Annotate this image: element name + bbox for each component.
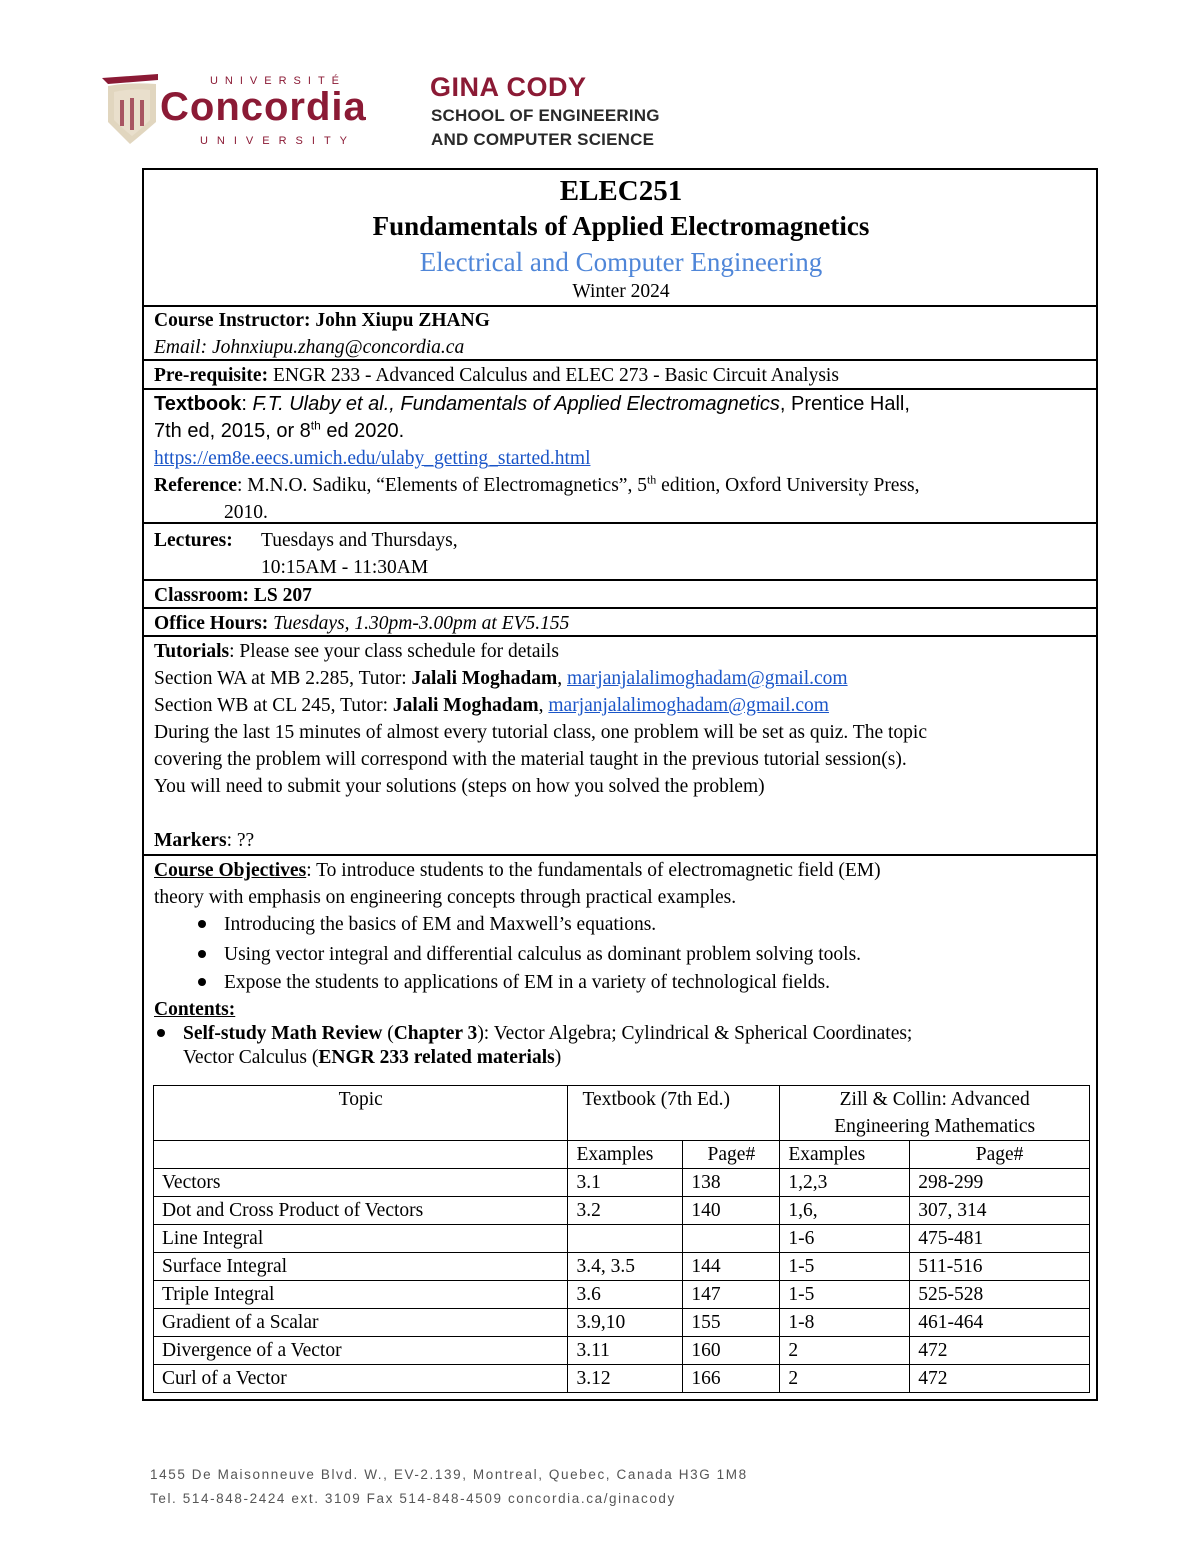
review-line2-b: ) [554,1047,562,1068]
cell-tb-page: 138 [683,1169,780,1197]
textbook-line-1 [154,391,910,418]
lectures-days: Tuesdays and Thursdays, [261,530,458,551]
table-row [154,1253,1090,1281]
table-row [154,1281,1090,1309]
school-line-1: SCHOOL OF ENGINEERING [431,106,660,125]
cell-z-page: 298-299 [910,1169,1090,1197]
cell-z-examples: 2 [780,1365,910,1393]
table-row [154,1337,1090,1365]
header-zill [780,1086,1090,1141]
cell-z-page: 475-481 [910,1225,1090,1253]
contents-label: Contents: [154,999,236,1020]
subheader-examples: Examples [568,1141,683,1169]
contents-review-line-2 [183,1044,561,1071]
objectives-line-2: theory with emphasis on engineering concepts through practical examples. [154,887,737,908]
cell-z-examples: 1-8 [780,1309,910,1337]
cell-tb-examples [568,1225,683,1253]
department: Electrical and Computer Engineering [419,247,823,277]
tutorials-line [154,638,559,665]
footer-address: 1455 De Maisonneuve Blvd. W., EV-2.139, Montreal, Quebec, Canada H3G 1M8 [150,1467,748,1482]
classroom: Classroom: LS 207 [154,585,312,606]
tutorials-label: Tutorials [154,641,230,662]
bullet-dot [157,1029,165,1037]
subheader-empty [154,1141,568,1169]
cell-topic: Dot and Cross Product of Vectors [154,1197,568,1225]
cell-z-page: 307, 314 [910,1197,1090,1225]
cell-tb-page: 155 [683,1309,780,1337]
cell-topic: Line Integral [154,1225,568,1253]
footer-contact: Tel. 514-848-2424 ext. 3109 Fax 514-848-4509 concordia.ca/ginacody [150,1491,676,1506]
term: Winter 2024 [572,281,670,302]
textbook-colon: : [241,393,253,415]
section-wb-email[interactable]: marjanjalalimoghadam@gmail.com [548,695,829,716]
cell-topic: Triple Integral [154,1281,568,1309]
objective-bullet-2: Using vector integral and differential calculus as dominant problem solving tools. [224,944,862,965]
table-row [154,1197,1090,1225]
school-title: GINA CODY [430,72,587,102]
textbook-editions-b: ed 2020. [320,420,405,442]
reference-text-a: : M.N.O. Sadiku, “Elements of Electromagnetics”, 5 [237,475,647,496]
contents-review-line-1 [183,1020,912,1047]
cell-z-page: 472 [910,1337,1090,1365]
section-wb-prefix: Section WB at CL 245, Tutor: [154,695,393,716]
logo-bottom-text: UNIVERSITY [199,135,357,147]
cell-z-examples: 1,2,3 [780,1169,910,1197]
cell-tb-examples: 3.6 [568,1281,683,1309]
cell-topic: Curl of a Vector [154,1365,568,1393]
office-hours-text: Tuesdays, 1.30pm-3.00pm at EV5.155 [268,613,570,634]
table-row [154,1365,1090,1393]
cell-z-examples: 1-5 [780,1253,910,1281]
cell-tb-page: 144 [683,1253,780,1281]
reference-text-b: edition, Oxford University Press, [656,475,920,496]
textbook-url-link[interactable]: https://em8e.eecs.umich.edu/ulaby_getting_started.html [154,448,591,469]
table-header-row [154,1086,1090,1141]
topic-table [153,1085,1090,1393]
review-paren-open: ( [382,1023,394,1044]
table-row [154,1309,1090,1337]
reference-line [154,472,920,499]
title-block [144,170,1098,304]
markers-line [154,827,254,854]
cell-tb-page: 147 [683,1281,780,1309]
textbook-editions-sup: th [310,418,321,433]
course-name: Fundamentals of Applied Electromagnetics [372,211,870,241]
instructor-label: Course Instructor: John Xiupu ZHANG [154,310,490,331]
prereq-label: Pre-requisite: [154,365,269,386]
header-zill-line-1: Zill & Collin: Advanced [839,1089,1030,1110]
table-row [154,1225,1090,1253]
section-wa: Section WA at MB 2.285, Tutor: Jalali Moghadam, marjanjalalimoghadam@gmail.com [154,668,848,689]
cell-topic: Vectors [154,1169,568,1197]
course-code: ELEC251 [559,175,683,207]
lectures-time: 10:15AM - 11:30AM [261,557,429,578]
subheader-zill-examples: Examples [780,1141,910,1169]
textbook-title: F.T. Ulaby et al., Fundamentals of Applied Electromagnetics [252,393,780,415]
reference-year: 2010. [224,502,268,523]
cell-z-examples: 1,6, [780,1197,910,1225]
lectures-label: Lectures: [154,530,233,551]
section-wa-email[interactable]: marjanjalalimoghadam@gmail.com [566,668,848,689]
objective-bullet-1: Introducing the basics of EM and Maxwell’s equations. [224,914,657,935]
review-line2-bold: ENGR 233 related materials [318,1047,555,1068]
reference-label: Reference [154,475,237,496]
header-topic: Topic [154,1086,568,1141]
office-hours-label: Office Hours: [154,613,269,634]
table-subheader-row [154,1141,1090,1169]
cell-tb-examples: 3.11 [568,1337,683,1365]
textbook-editions-a: 7th ed, 2015, or 8 [154,420,311,442]
header-textbook-label: Textbook (7th Ed.) [582,1089,731,1110]
cell-topic: Divergence of a Vector [154,1337,568,1365]
concordia-logo [100,70,400,150]
section-wa-prefix: Section WA at MB 2.285, Tutor: [154,668,412,689]
textbook-label: Textbook [154,393,242,415]
reference-sup: th [646,472,657,487]
cell-z-page: 472 [910,1365,1090,1393]
cell-tb-examples: 3.4, 3.5 [568,1253,683,1281]
tutorials-intro: : Please see your class schedule for details [229,641,559,662]
cell-tb-examples: 3.1 [568,1169,683,1197]
quiz-line-1: During the last 15 minutes of almost every tutorial class, one problem will be set as quiz. The topic [154,722,927,743]
cell-z-page: 461-464 [910,1309,1090,1337]
table-row [154,1169,1090,1197]
cell-z-page: 511-516 [910,1253,1090,1281]
section-wa-tutor: Jalali Moghadam [411,668,558,689]
review-topics: ): Vector Algebra; Cylindrical & Spherical Coordinates; [477,1023,913,1044]
instructor-email[interactable]: Email: Johnxiupu.zhang@concordia.ca [154,337,465,358]
school-line-2: AND COMPUTER SCIENCE [431,130,655,149]
cell-z-examples: 2 [780,1337,910,1365]
cell-z-page: 525-528 [910,1281,1090,1309]
textbook-publisher: , Prentice Hall, [779,393,910,415]
objective-bullet-3: Expose the students to applications of EM in a variety of technological fields. [224,972,830,993]
textbook-url-line [154,445,590,472]
cell-tb-page: 160 [683,1337,780,1365]
header-zill-line-2: Engineering Mathematics [834,1116,1036,1137]
review-chapter: Chapter 3 [393,1023,478,1044]
cell-tb-examples: 3.9,10 [568,1309,683,1337]
subheader-zill-page: Page# [910,1141,1090,1169]
cell-tb-examples: 3.12 [568,1365,683,1393]
markers-label: Markers [154,830,227,851]
office-hours-line [154,610,569,637]
textbook-line-2 [154,418,404,445]
cell-tb-page [683,1225,780,1253]
markers-value: : ?? [226,830,255,851]
prereq-line [154,362,839,389]
cell-z-examples: 1-5 [780,1281,910,1309]
cell-z-examples: 1-6 [780,1225,910,1253]
bullet-dot [198,920,206,928]
section-wb: Section WB at CL 245, Tutor: Jalali Moghadam, marjanjalalimoghadam@gmail.com [154,695,829,716]
header-textbook [568,1086,780,1141]
cell-topic: Gradient of a Scalar [154,1309,568,1337]
cell-tb-page: 140 [683,1197,780,1225]
section-wb-tutor: Jalali Moghadam [392,695,539,716]
objectives-text-1: : To introduce students to the fundamentals of electromagnetic field (EM) [306,860,881,881]
logo-top-text: UNIVERSITÉ [209,75,347,87]
bullet-dot [198,978,206,986]
cell-tb-examples: 3.2 [568,1197,683,1225]
bullet-dot [198,950,206,958]
quiz-line-3: You will need to submit your solutions (steps on how you solved the problem) [154,776,765,797]
prereq-text: ENGR 233 - Advanced Calculus and ELEC 273 - Basic Circuit Analysis [268,365,839,386]
objectives-line-1 [154,857,881,884]
review-line2-a: Vector Calculus ( [183,1047,319,1068]
cell-tb-page: 166 [683,1365,780,1393]
quiz-line-2: covering the problem will correspond with the material taught in the previous tutorial session(s). [154,749,907,770]
logo-main-text: Concordia [160,85,367,129]
cell-topic: Surface Integral [154,1253,568,1281]
objectives-label: Course Objectives [154,860,307,881]
review-bold: Self-study Math Review [183,1023,383,1044]
subheader-page: Page# [683,1141,780,1169]
